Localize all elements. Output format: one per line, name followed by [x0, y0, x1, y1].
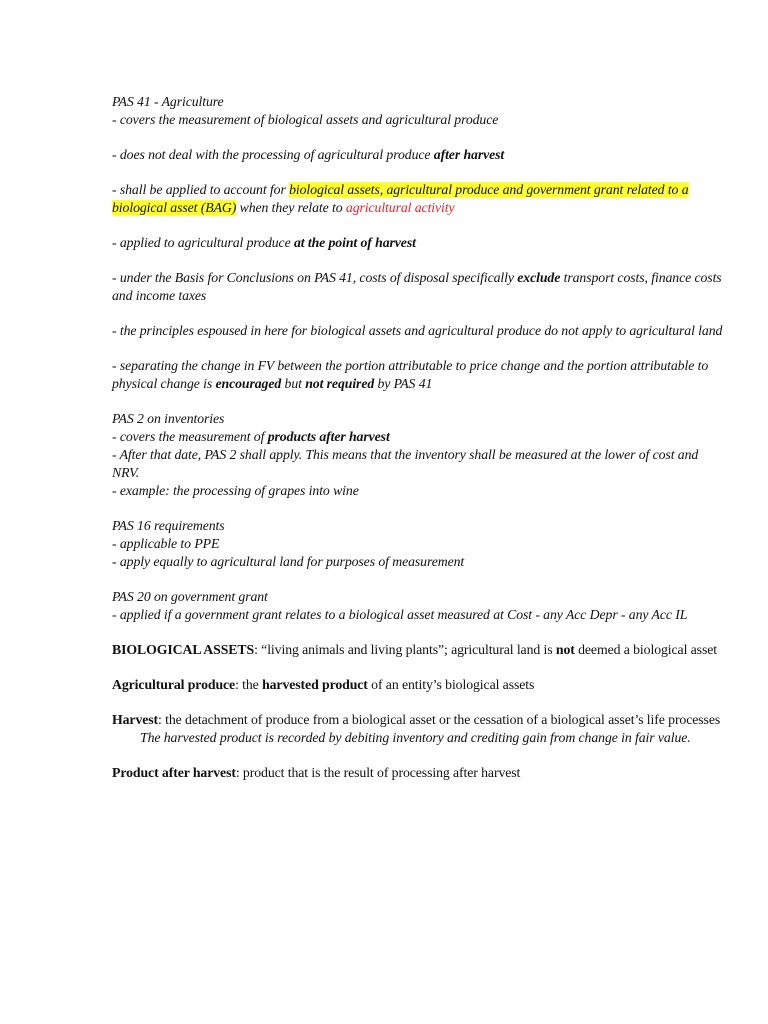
definitions-section	[112, 641, 728, 782]
pas20-line-1: - applied if a government grant relates to a biological asset measured at Cost - any Acc Depr - any Acc IL	[112, 607, 688, 622]
pas16-heading: PAS 16 requirements	[112, 518, 225, 533]
definition-harvest: Harvest: the detachment of produce from a biological asset or the cessation of a biological asset’s life processes	[112, 712, 721, 727]
red-text: agricultural activity	[345, 200, 455, 215]
definition-agricultural-produce: Agricultural produce: the harvested product of an entity’s biological assets	[112, 677, 535, 692]
pas41-heading: PAS 41 - Agriculture	[112, 94, 224, 109]
pas41-line-7: - separating the change in FV between the portion attributable to price change and the portion attributable to physical change is encouraged but not required by PAS 41	[112, 358, 709, 391]
pas20-section	[112, 588, 728, 624]
pas41-line-3: - shall be applied to account for biological assets, agricultural produce and government grant related to a biological asset (BAG) when they relate to agricultural activity	[112, 182, 689, 215]
pas41-line-4: - applied to agricultural produce at the point of harvest	[112, 235, 416, 250]
pas2-section	[112, 410, 728, 500]
pas41-section	[112, 93, 728, 393]
pas16-line-1: - applicable to PPE	[112, 536, 220, 551]
pas16-line-2: - apply equally to agricultural land for purposes of measurement	[112, 554, 465, 569]
pas41-line-2: - does not deal with the processing of agricultural produce after harvest	[112, 147, 505, 162]
pas2-line-1: - covers the measurement of products after harvest	[112, 429, 390, 444]
pas41-line-5: - under the Basis for Conclusions on PAS 41, costs of disposal specifically exclude transport costs, finance costs and income taxes	[112, 270, 722, 303]
pas2-heading: PAS 2 on inventories	[112, 411, 225, 426]
pas2-line-3: - example: the processing of grapes into wine	[112, 483, 359, 498]
pas41-line-1: - covers the measurement of biological assets and agricultural produce	[112, 112, 499, 127]
definition-biological-assets: BIOLOGICAL ASSETS: “living animals and living plants”; agricultural land is not deemed a biological asset	[112, 642, 717, 657]
highlighted-text: biological assets, agricultural produce and government grant related to a biological asset (BAG)	[112, 182, 689, 215]
harvest-note: The harvested product is recorded by debiting inventory and crediting gain from change in fair value.	[140, 730, 691, 745]
pas41-line-6: - the principles espoused in here for biological assets and agricultural produce do not apply to agricultural land	[112, 323, 723, 338]
pas20-heading: PAS 20 on government grant	[112, 589, 268, 604]
definition-product-after-harvest: Product after harvest: product that is the result of processing after harvest	[112, 765, 521, 780]
pas16-section	[112, 517, 728, 571]
pas2-line-2: - After that date, PAS 2 shall apply. This means that the inventory shall be measured at the lower of cost and NRV.	[112, 447, 699, 480]
